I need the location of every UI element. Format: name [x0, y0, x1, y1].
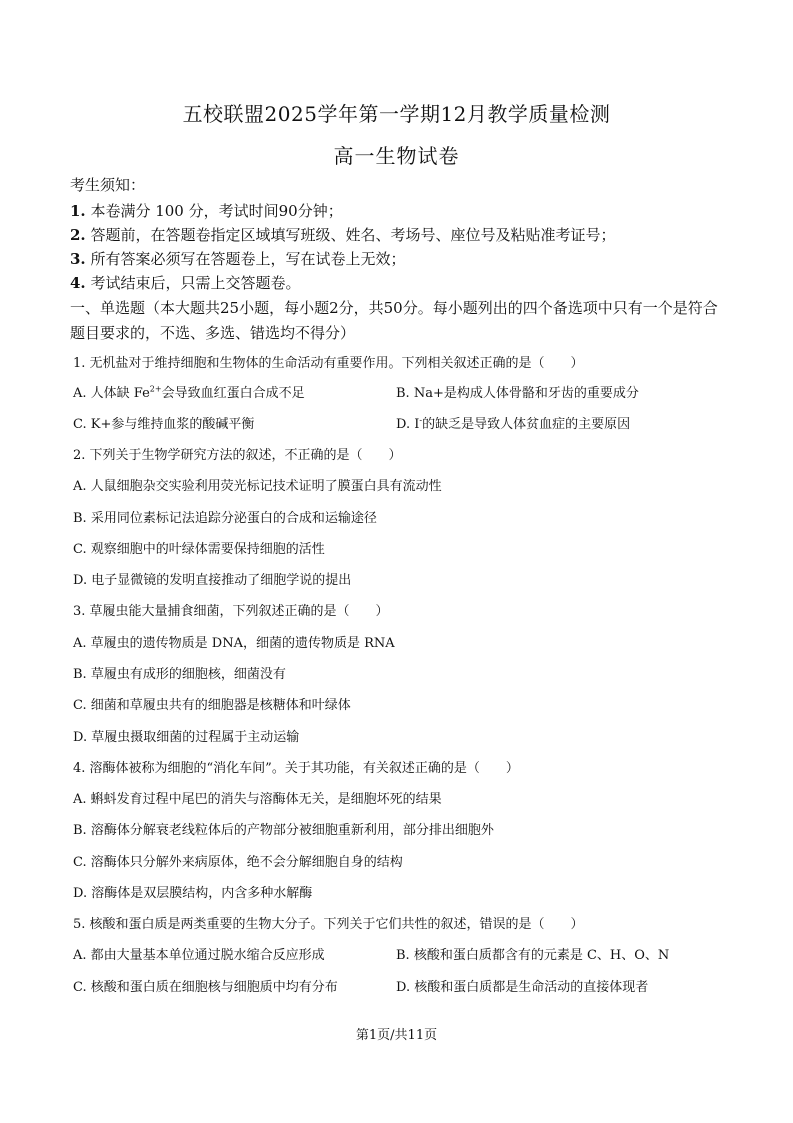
- page-number: 第1页/共11页: [355, 1028, 438, 1043]
- question-1-stem: 1. 无机盐对于维持细胞和生物体的生命活动有重要作用。下列相关叙述正确的是（ ）: [73, 356, 584, 371]
- option-text: 会导致血红蛋白合成不足: [161, 386, 305, 401]
- section-heading: 一、单选题（本大题共25小题，每小题2分，共50分。每小题列出的四个备选项中只有一个是符合题目要求的，不选、多选、错选均不得分）: [70, 299, 718, 342]
- option-text: D. I: [396, 417, 420, 432]
- question-4-stem: 4. 溶酶体被称为细胞的“消化车间”。关于其功能，有关叙述正确的是（ ）: [73, 761, 519, 776]
- option-superscript: -: [419, 415, 423, 425]
- question-2-option-d: D. 电子显微镜的发明直接推动了细胞学说的提出: [73, 573, 352, 588]
- question-3-stem: 3. 草履虫能大量捕食细菌，下列叙述正确的是（ ）: [73, 604, 389, 619]
- notice-item-number: 1.: [70, 202, 86, 220]
- question-1-option-a: [73, 382, 305, 401]
- question-2-option-a: A. 人鼠细胞杂交实验利用荧光标记技术证明了膜蛋白具有流动性: [73, 479, 442, 494]
- question-3-option-c: C. 细菌和草履虫共有的细胞器是核糖体和叶绿体: [73, 698, 351, 713]
- option-superscript: 2+: [149, 384, 162, 394]
- option-text: A. 人体缺 Fe: [73, 386, 150, 401]
- question-4-option-c: C. 溶酶体只分解外来病原体，绝不会分解细胞自身的结构: [73, 855, 403, 870]
- question-5-option-d: D. 核酸和蛋白质都是生命活动的直接体现者: [396, 980, 649, 995]
- option-text: C. K+参与维持血浆的酸碱平衡: [73, 417, 255, 432]
- notice-item-1: [70, 200, 730, 221]
- question-4-option-d: D. 溶酶体是双层膜结构，内含多种水解酶: [73, 886, 313, 901]
- notice-item-text: 所有答案必须写在答题卷上，写在试卷上无效；: [90, 250, 406, 268]
- question-4-option-b: B. 溶酶体分解衰老线粒体后的产物部分被细胞重新利用，部分排出细胞外: [73, 823, 494, 838]
- question-4-option-a: A. 蝌蚪发育过程中尾巴的消失与溶酶体无关，是细胞坏死的结果: [73, 792, 442, 807]
- notice-item-number: 2.: [70, 226, 86, 244]
- notice-item-2: [70, 224, 730, 245]
- question-1-option-b: [396, 382, 639, 401]
- notice-item-3: [70, 248, 730, 269]
- notice-item-4: [70, 272, 730, 293]
- question-5-option-c: C. 核酸和蛋白质在细胞核与细胞质中均有分布: [73, 980, 338, 995]
- question-3-option-d: D. 草履虫摄取细菌的过程属于主动运输: [73, 730, 300, 745]
- question-3-option-b: B. 草履虫有成形的细胞核，细菌没有: [73, 667, 286, 682]
- notice-item-number: 3.: [70, 250, 86, 268]
- question-3-option-a: A. 草履虫的遗传物质是 DNA，细菌的遗传物质是 RNA: [73, 636, 395, 651]
- option-text: B. Na+是构成人体骨骼和牙齿的重要成分: [396, 386, 639, 401]
- notice-item-text: 答题前，在答题卷指定区域填写班级、姓名、考场号、座位号及粘贴准考证号；: [90, 226, 616, 244]
- question-2-option-b: B. 采用同位素标记法追踪分泌蛋白的合成和运输途径: [73, 511, 377, 526]
- exam-title: 五校联盟2025学年第一学期12月教学质量检测: [182, 102, 611, 126]
- question-1-option-d: [396, 413, 630, 432]
- question-1-option-c: [73, 413, 254, 432]
- exam-subtitle: 高一生物试卷: [333, 144, 460, 168]
- question-5-option-b: B. 核酸和蛋白质都含有的元素是 C、H、O、N: [396, 948, 670, 963]
- notice-item-text: 本卷满分 100 分，考试时间90分钟；: [90, 202, 343, 220]
- notice-item-number: 4.: [70, 274, 86, 292]
- notice-heading: 考生须知：: [70, 176, 146, 194]
- question-5-option-a: A. 都由大量基本单位通过脱水缩合反应形成: [73, 948, 325, 963]
- question-2-option-c: C. 观察细胞中的叶绿体需要保持细胞的活性: [73, 542, 325, 557]
- question-2-stem: 2. 下列关于生物学研究方法的叙述，不正确的是（ ）: [73, 448, 402, 463]
- option-text: 的缺乏是导致人体贫血症的主要原因: [422, 417, 631, 432]
- notice-item-text: 考试结束后，只需上交答题卷。: [90, 274, 301, 292]
- question-5-stem: 5. 核酸和蛋白质是两类重要的生物大分子。下列关于它们共性的叙述，错误的是（ ）: [73, 917, 584, 932]
